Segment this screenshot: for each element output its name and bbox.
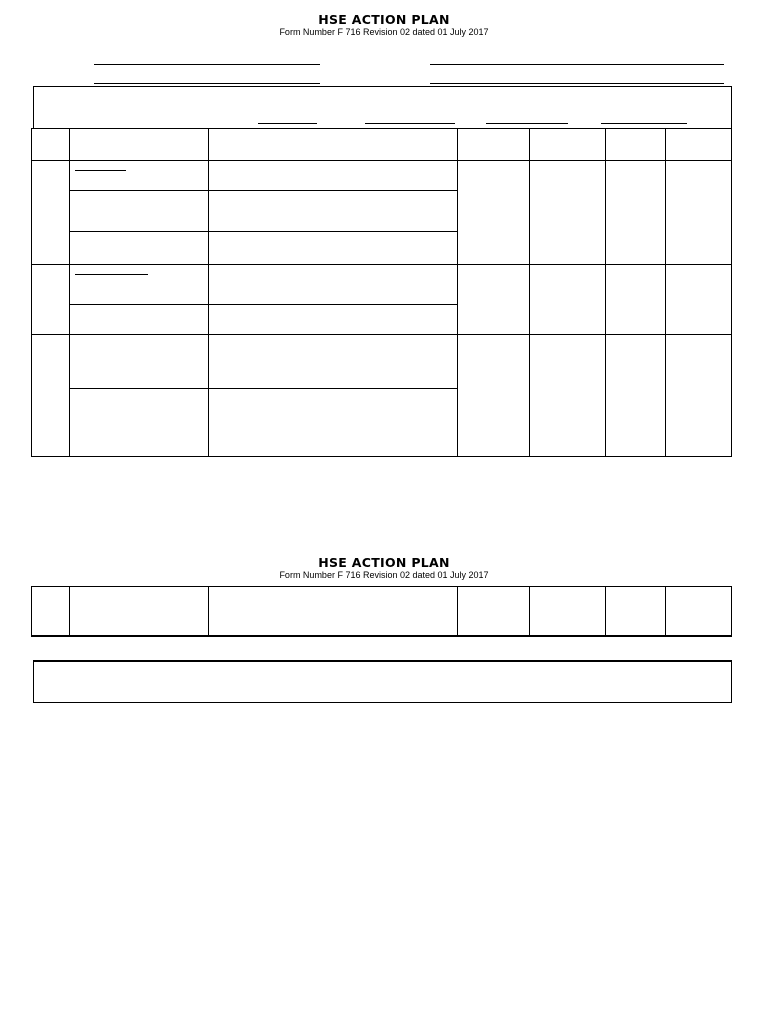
group-divider [31, 334, 732, 335]
blank-field-line[interactable] [601, 123, 687, 124]
table-border [31, 586, 732, 637]
blank-field-line[interactable] [365, 123, 455, 124]
column-divider [665, 128, 666, 457]
blank-field-line[interactable] [486, 123, 568, 124]
column-divider [605, 586, 606, 636]
column-divider [208, 586, 209, 636]
form-number-text: Form Number F 716 Revision 02 dated 01 July 2017 [279, 27, 489, 37]
category-underline [75, 170, 126, 171]
column-divider [69, 586, 70, 636]
blank-field-line[interactable] [94, 64, 320, 65]
table-row [69, 231, 458, 232]
page-title: HSE ACTION PLAN [318, 555, 450, 570]
category-underline [75, 274, 148, 275]
table-row [69, 190, 458, 191]
notes-box[interactable] [33, 660, 732, 703]
column-divider [529, 586, 530, 636]
group-divider [31, 264, 732, 265]
column-divider [208, 128, 209, 457]
blank-field-line[interactable] [430, 64, 724, 65]
table-row [69, 304, 458, 305]
header-row-divider [31, 160, 732, 161]
blank-field-line[interactable] [94, 83, 320, 84]
column-divider [665, 586, 666, 636]
blank-field-line[interactable] [258, 123, 317, 124]
column-divider [457, 586, 458, 636]
column-divider [69, 128, 70, 457]
column-divider [605, 128, 606, 457]
table-row [69, 388, 458, 389]
column-divider [529, 128, 530, 457]
table-border [31, 128, 732, 457]
page-title: HSE ACTION PLAN [318, 12, 450, 27]
blank-field-line[interactable] [430, 83, 724, 84]
form-number-text: Form Number F 716 Revision 02 dated 01 July 2017 [279, 570, 489, 580]
column-divider [457, 128, 458, 457]
